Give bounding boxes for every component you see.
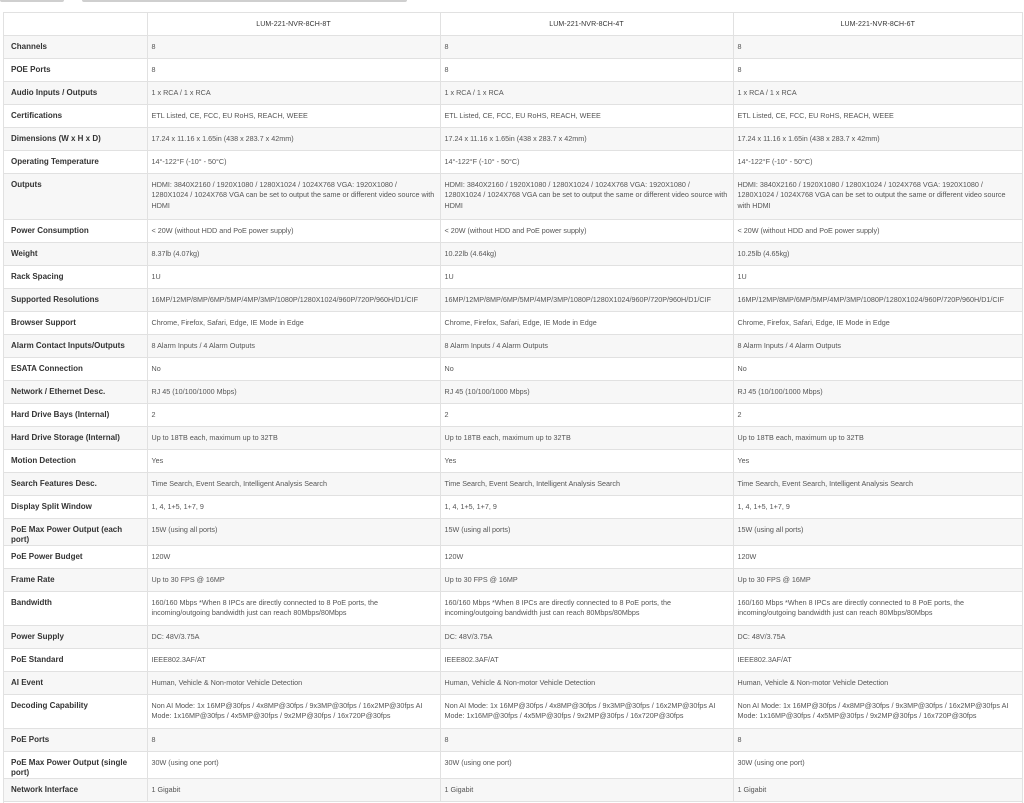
spec-value: < 20W (without HDD and PoE power supply) <box>444 226 587 235</box>
spec-label: PoE Ports <box>4 729 147 752</box>
spec-row <box>4 427 1022 450</box>
spec-value: 1 Gigabit <box>151 785 181 794</box>
spec-value-cell <box>147 473 440 496</box>
spec-value: Up to 18TB each, maximum up to 32TB <box>151 433 278 442</box>
spec-row <box>4 496 1022 519</box>
spec-row <box>4 266 1022 289</box>
spec-row <box>4 243 1022 266</box>
spec-value-cell <box>440 151 733 174</box>
spec-value: ETL Listed, CE, FCC, EU RoHS, REACH, WEEE <box>151 111 308 120</box>
spec-value: 8 <box>151 735 156 744</box>
spec-value-cell <box>440 220 733 243</box>
spec-value: 15W (using all ports) <box>737 525 804 534</box>
spec-value-cell <box>147 335 440 358</box>
spec-value: < 20W (without HDD and PoE power supply) <box>151 226 294 235</box>
spec-value-cell <box>440 649 733 672</box>
spec-value-cell <box>733 626 1022 649</box>
spec-label: Display Split Window <box>4 496 147 519</box>
spec-row <box>4 82 1022 105</box>
spec-row <box>4 649 1022 672</box>
spec-value: 17.24 x 11.16 x 1.65in (438 x 283.7 x 42mm) <box>444 134 587 143</box>
spec-value: Chrome, Firefox, Safari, Edge, IE Mode in Edge <box>444 318 597 327</box>
spec-value-cell <box>733 220 1022 243</box>
spec-value-cell <box>147 672 440 695</box>
spec-row <box>4 569 1022 592</box>
spec-value: 1 x RCA / 1 x RCA <box>444 88 504 97</box>
spec-value-cell <box>440 59 733 82</box>
spec-label: Bandwidth <box>4 592 147 626</box>
spec-value-cell <box>147 592 440 626</box>
spec-value: 8 <box>444 42 449 51</box>
spec-value-cell <box>733 289 1022 312</box>
tab-strip <box>0 0 1024 3</box>
spec-label: ESATA Connection <box>4 358 147 381</box>
spec-row <box>4 473 1022 496</box>
spec-label: Channels <box>4 36 147 59</box>
spec-value: 8 Alarm Inputs / 4 Alarm Outputs <box>444 341 548 350</box>
spec-label: Audio Inputs / Outputs <box>4 82 147 105</box>
spec-label: Search Features Desc. <box>4 473 147 496</box>
header-row <box>4 13 1022 36</box>
spec-value: Up to 18TB each, maximum up to 32TB <box>737 433 864 442</box>
spec-value: 1 x RCA / 1 x RCA <box>737 88 797 97</box>
spec-value-cell <box>147 289 440 312</box>
spec-value: 1, 4, 1+5, 1+7, 9 <box>737 502 790 511</box>
spec-value-cell <box>440 592 733 626</box>
spec-value: No <box>737 364 747 373</box>
spec-value: No <box>444 364 454 373</box>
spec-value-cell <box>733 105 1022 128</box>
header-corner <box>4 13 147 36</box>
spec-value: 1U <box>444 272 454 281</box>
spec-row <box>4 381 1022 404</box>
spec-value-cell <box>147 569 440 592</box>
spec-value-cell <box>440 569 733 592</box>
spec-value: 8 <box>737 65 742 74</box>
spec-value: DC: 48V/3.75A <box>737 632 786 641</box>
spec-value-cell <box>440 404 733 427</box>
spec-row <box>4 592 1022 626</box>
spec-value-cell <box>733 381 1022 404</box>
spec-value: 2 <box>444 410 449 419</box>
spec-value-cell <box>440 752 733 779</box>
spec-value-cell <box>147 151 440 174</box>
spec-value-cell <box>733 672 1022 695</box>
spec-value: 2 <box>151 410 156 419</box>
spec-value-cell <box>147 729 440 752</box>
spec-value-cell <box>147 626 440 649</box>
spec-row <box>4 105 1022 128</box>
spec-value: 17.24 x 11.16 x 1.65in (438 x 283.7 x 42mm) <box>737 134 880 143</box>
spec-value: 120W <box>737 552 757 561</box>
spec-value-cell <box>733 151 1022 174</box>
spec-label: Outputs <box>4 174 147 220</box>
spec-value: 160/160 Mbps *When 8 IPCs are directly connected to 8 PoE ports, the incoming/outgoing bandwidth just can reach 80Mbps/80Mbps <box>151 598 379 618</box>
spec-value: 120W <box>151 552 171 561</box>
spec-value-cell <box>147 649 440 672</box>
spec-label: PoE Max Power Output (each port) <box>4 519 147 546</box>
spec-value: 30W (using one port) <box>151 758 219 767</box>
spec-value: Human, Vehicle & Non-motor Vehicle Detection <box>737 678 889 687</box>
spec-value: Non AI Mode: 1x 16MP@30fps / 4x8MP@30fps / 9x3MP@30fps / 16x2MP@30fps AI Mode: 1x16MP@30fps / 4x5MP@30fps / 9x2MP@30fps / 16x720P@30fps <box>151 701 423 721</box>
spec-value: 2 <box>737 410 742 419</box>
spec-value-cell <box>733 59 1022 82</box>
spec-value: Non AI Mode: 1x 16MP@30fps / 4x8MP@30fps / 9x3MP@30fps / 16x2MP@30fps AI Mode: 1x16MP@30fps / 4x5MP@30fps / 9x2MP@30fps / 16x720P@30fps <box>737 701 1009 721</box>
spec-row <box>4 151 1022 174</box>
spec-value-cell <box>733 358 1022 381</box>
spec-value-cell <box>147 82 440 105</box>
spec-value-cell <box>147 128 440 151</box>
spec-value: HDMI: 3840X2160 / 1920X1080 / 1280X1024 / 1024X768 VGA: 1920X1080 / 1280X1024 / 1024X768 VGA can be set to output the same or different video source with HDMI <box>737 180 1006 210</box>
spec-value-cell <box>440 266 733 289</box>
spec-value-cell <box>440 174 733 220</box>
model-header: LUM-221-NVR-8CH-4T <box>440 13 733 36</box>
spec-value: 8 <box>737 42 742 51</box>
spec-row <box>4 672 1022 695</box>
spec-value-cell <box>733 335 1022 358</box>
spec-value-cell <box>147 427 440 450</box>
spec-value: Up to 18TB each, maximum up to 32TB <box>444 433 571 442</box>
spec-value-cell <box>147 358 440 381</box>
spec-label: Hard Drive Bays (Internal) <box>4 404 147 427</box>
spec-value: 160/160 Mbps *When 8 IPCs are directly connected to 8 PoE ports, the incoming/outgoing bandwidth just can reach 80Mbps/80Mbps <box>444 598 672 618</box>
spec-value: 120W <box>444 552 464 561</box>
spec-value: 10.25lb (4.65kg) <box>737 249 790 258</box>
spec-value: Human, Vehicle & Non-motor Vehicle Detection <box>444 678 596 687</box>
spec-value-cell <box>147 752 440 779</box>
spec-label: PoE Power Budget <box>4 546 147 569</box>
spec-value-cell <box>440 672 733 695</box>
spec-value: 1U <box>151 272 161 281</box>
spec-value-cell <box>147 496 440 519</box>
spec-value: Up to 30 FPS @ 16MP <box>151 575 225 584</box>
spec-label: PoE Standard <box>4 649 147 672</box>
spec-row <box>4 546 1022 569</box>
spec-value: IEEE802.3AF/AT <box>737 655 792 664</box>
spec-value-cell <box>440 358 733 381</box>
spec-value: 16MP/12MP/8MP/6MP/5MP/4MP/3MP/1080P/1280X1024/960P/720P/960H/D1/CIF <box>151 295 418 304</box>
spec-value-cell <box>147 36 440 59</box>
spec-value: Yes <box>737 456 750 465</box>
spec-row <box>4 174 1022 220</box>
spec-value: Yes <box>444 456 457 465</box>
spec-value: HDMI: 3840X2160 / 1920X1080 / 1280X1024 / 1024X768 VGA: 1920X1080 / 1280X1024 / 1024X768 VGA can be set to output the same or different video source with HDMI <box>444 180 728 210</box>
spec-value-cell <box>147 105 440 128</box>
spec-value: 8 <box>737 735 742 744</box>
spec-value-cell <box>440 626 733 649</box>
spec-value-cell <box>440 289 733 312</box>
spec-value-cell <box>733 82 1022 105</box>
spec-value-cell <box>733 312 1022 335</box>
spec-value: 30W (using one port) <box>737 758 805 767</box>
spec-row <box>4 59 1022 82</box>
spec-label: Frame Rate <box>4 569 147 592</box>
spec-value: 10.22lb (4.64kg) <box>444 249 497 258</box>
spec-value: Human, Vehicle & Non-motor Vehicle Detection <box>151 678 303 687</box>
spec-label: Operating Temperature <box>4 151 147 174</box>
spec-value-cell <box>147 312 440 335</box>
spec-label: Decoding Capability <box>4 695 147 729</box>
spec-label: Power Supply <box>4 626 147 649</box>
spec-value-cell <box>147 243 440 266</box>
spec-row <box>4 335 1022 358</box>
spec-value-cell <box>733 695 1022 729</box>
spec-rows <box>4 36 1022 802</box>
spec-value-cell <box>147 266 440 289</box>
spec-row <box>4 450 1022 473</box>
spec-label: Dimensions (W x H x D) <box>4 128 147 151</box>
tab-1[interactable] <box>0 0 64 2</box>
spec-value: 1U <box>737 272 747 281</box>
spec-label: Browser Support <box>4 312 147 335</box>
spec-value: Non AI Mode: 1x 16MP@30fps / 4x8MP@30fps / 9x3MP@30fps / 16x2MP@30fps AI Mode: 1x16MP@30fps / 4x5MP@30fps / 9x2MP@30fps / 16x720P@30fps <box>444 701 716 721</box>
spec-value-cell <box>147 174 440 220</box>
spec-value-cell <box>440 82 733 105</box>
spec-value-cell <box>440 496 733 519</box>
spec-value: 16MP/12MP/8MP/6MP/5MP/4MP/3MP/1080P/1280X1024/960P/720P/960H/D1/CIF <box>737 295 1004 304</box>
spec-value-cell <box>147 779 440 802</box>
spec-row <box>4 752 1022 779</box>
spec-row <box>4 358 1022 381</box>
spec-value-cell <box>147 695 440 729</box>
spec-value-cell <box>440 473 733 496</box>
spec-value: IEEE802.3AF/AT <box>444 655 499 664</box>
spec-value: Chrome, Firefox, Safari, Edge, IE Mode in Edge <box>737 318 890 327</box>
spec-value-cell <box>733 496 1022 519</box>
spec-row <box>4 729 1022 752</box>
spec-value: ETL Listed, CE, FCC, EU RoHS, REACH, WEEE <box>737 111 894 120</box>
spec-row <box>4 220 1022 243</box>
spec-value: 8 Alarm Inputs / 4 Alarm Outputs <box>737 341 841 350</box>
spec-value: Yes <box>151 456 164 465</box>
spec-value: 8 <box>444 735 449 744</box>
spec-value-cell <box>440 243 733 266</box>
spec-row <box>4 312 1022 335</box>
spec-comparison-table-frame <box>3 12 1023 803</box>
spec-value-cell <box>440 36 733 59</box>
spec-value-cell <box>147 381 440 404</box>
spec-row <box>4 626 1022 649</box>
spec-value-cell <box>733 729 1022 752</box>
spec-row <box>4 779 1022 802</box>
spec-value: 8 <box>151 42 156 51</box>
spec-label: Supported Resolutions <box>4 289 147 312</box>
spec-value-cell <box>440 695 733 729</box>
spec-value-cell <box>147 220 440 243</box>
spec-value-cell <box>147 546 440 569</box>
spec-value-cell <box>733 174 1022 220</box>
spec-label: PoE Max Power Output (single port) <box>4 752 147 779</box>
spec-value-cell <box>147 59 440 82</box>
spec-row <box>4 36 1022 59</box>
spec-value-cell <box>733 519 1022 546</box>
spec-value: Chrome, Firefox, Safari, Edge, IE Mode in Edge <box>151 318 304 327</box>
spec-value: Up to 30 FPS @ 16MP <box>737 575 811 584</box>
spec-value: No <box>151 364 161 373</box>
spec-value: Time Search, Event Search, Intelligent Analysis Search <box>444 479 621 488</box>
spec-label: Rack Spacing <box>4 266 147 289</box>
spec-label: Power Consumption <box>4 220 147 243</box>
spec-value: 15W (using all ports) <box>151 525 218 534</box>
spec-value: HDMI: 3840X2160 / 1920X1080 / 1280X1024 / 1024X768 VGA: 1920X1080 / 1280X1024 / 1024X768 VGA can be set to output the same or different video source with HDMI <box>151 180 435 210</box>
spec-value: RJ 45 (10/100/1000 Mbps) <box>737 387 823 396</box>
spec-value: DC: 48V/3.75A <box>444 632 493 641</box>
spec-value-cell <box>733 649 1022 672</box>
spec-value-cell <box>733 243 1022 266</box>
spec-value: RJ 45 (10/100/1000 Mbps) <box>151 387 237 396</box>
spec-value-cell <box>440 546 733 569</box>
spec-label: Network / Ethernet Desc. <box>4 381 147 404</box>
spec-value: 17.24 x 11.16 x 1.65in (438 x 283.7 x 42mm) <box>151 134 294 143</box>
spec-value: 1 Gigabit <box>737 785 767 794</box>
spec-value-cell <box>440 427 733 450</box>
spec-value: DC: 48V/3.75A <box>151 632 200 641</box>
spec-value-cell <box>440 450 733 473</box>
spec-value-cell <box>733 752 1022 779</box>
spec-value: 1, 4, 1+5, 1+7, 9 <box>444 502 497 511</box>
spec-value-cell <box>440 381 733 404</box>
spec-value: Time Search, Event Search, Intelligent Analysis Search <box>151 479 328 488</box>
spec-value-cell <box>733 592 1022 626</box>
model-header: LUM-221-NVR-8CH-8T <box>147 13 440 36</box>
spec-row <box>4 695 1022 729</box>
spec-value: < 20W (without HDD and PoE power supply) <box>737 226 880 235</box>
spec-value-cell <box>733 404 1022 427</box>
spec-value: 30W (using one port) <box>444 758 512 767</box>
spec-value-cell <box>733 779 1022 802</box>
spec-value: 1, 4, 1+5, 1+7, 9 <box>151 502 204 511</box>
spec-row <box>4 404 1022 427</box>
spec-value-cell <box>440 779 733 802</box>
spec-value: 160/160 Mbps *When 8 IPCs are directly connected to 8 PoE ports, the incoming/outgoing bandwidth just can reach 80Mbps/80Mbps <box>737 598 965 618</box>
spec-row <box>4 289 1022 312</box>
spec-value-cell <box>440 729 733 752</box>
spec-row <box>4 128 1022 151</box>
tab-2[interactable] <box>82 0 407 2</box>
spec-value: 16MP/12MP/8MP/6MP/5MP/4MP/3MP/1080P/1280X1024/960P/720P/960H/D1/CIF <box>444 295 711 304</box>
spec-value: Up to 30 FPS @ 16MP <box>444 575 518 584</box>
spec-label: Alarm Contact Inputs/Outputs <box>4 335 147 358</box>
spec-comparison-table <box>4 13 1022 802</box>
spec-value-cell <box>440 312 733 335</box>
spec-label: Weight <box>4 243 147 266</box>
spec-value-cell <box>440 105 733 128</box>
spec-value: 8 <box>151 65 156 74</box>
spec-label: Motion Detection <box>4 450 147 473</box>
spec-value: 1 Gigabit <box>444 785 474 794</box>
spec-label: Hard Drive Storage (Internal) <box>4 427 147 450</box>
spec-row <box>4 519 1022 546</box>
spec-value-cell <box>733 473 1022 496</box>
spec-value: 8.37lb (4.07kg) <box>151 249 200 258</box>
spec-value-cell <box>733 266 1022 289</box>
spec-value: 1 x RCA / 1 x RCA <box>151 88 211 97</box>
spec-value-cell <box>147 450 440 473</box>
model-header: LUM-221-NVR-8CH-6T <box>733 13 1022 36</box>
spec-value-cell <box>440 128 733 151</box>
spec-value-cell <box>733 569 1022 592</box>
spec-value-cell <box>147 404 440 427</box>
spec-value-cell <box>733 36 1022 59</box>
spec-label: Certifications <box>4 105 147 128</box>
spec-value-cell <box>147 519 440 546</box>
spec-label: AI Event <box>4 672 147 695</box>
spec-value-cell <box>440 335 733 358</box>
spec-value: 8 Alarm Inputs / 4 Alarm Outputs <box>151 341 255 350</box>
spec-value: 15W (using all ports) <box>444 525 511 534</box>
spec-value-cell <box>440 519 733 546</box>
spec-value: Time Search, Event Search, Intelligent Analysis Search <box>737 479 914 488</box>
spec-value: 14°-122°F (-10° - 50°C) <box>151 157 227 166</box>
spec-value: 14°-122°F (-10° - 50°C) <box>444 157 520 166</box>
spec-value: IEEE802.3AF/AT <box>151 655 206 664</box>
spec-value-cell <box>733 427 1022 450</box>
spec-value: 14°-122°F (-10° - 50°C) <box>737 157 813 166</box>
spec-value-cell <box>733 450 1022 473</box>
spec-value-cell <box>733 128 1022 151</box>
spec-value: RJ 45 (10/100/1000 Mbps) <box>444 387 530 396</box>
spec-value: 8 <box>444 65 449 74</box>
spec-label: Network Interface <box>4 779 147 802</box>
spec-value: ETL Listed, CE, FCC, EU RoHS, REACH, WEEE <box>444 111 601 120</box>
spec-label: POE Ports <box>4 59 147 82</box>
spec-value-cell <box>733 546 1022 569</box>
